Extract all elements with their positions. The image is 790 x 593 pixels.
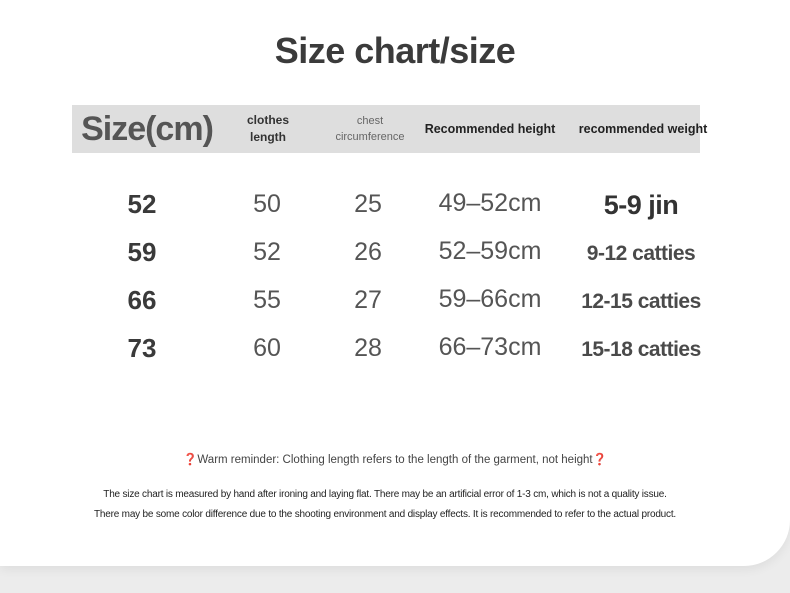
- row-1-length: 50: [253, 189, 281, 218]
- header-size: Size(cm): [81, 109, 213, 148]
- header-clothes-length: [222, 105, 314, 153]
- row-4-size: 73: [127, 332, 157, 363]
- row-3-weight: 12-15 catties: [581, 290, 701, 313]
- header-clothes-length-line1: clothes: [246, 113, 289, 127]
- row-2-weight: 9-12 catties: [586, 242, 696, 265]
- header-chest-line2: circumference: [335, 131, 405, 143]
- row-2-size: 59: [127, 236, 157, 267]
- row-1-chest: 25: [354, 189, 382, 218]
- row-3-height: 59–66cm: [438, 284, 542, 313]
- row-1-height: 49–52cm: [438, 188, 542, 217]
- page-title: Size chart/size: [274, 30, 516, 71]
- header-chest-line1: chest: [356, 115, 384, 127]
- row-3-chest: 27: [354, 285, 382, 314]
- header-recommended-height: Recommended height: [424, 122, 556, 136]
- measurement-note: The size chart is measured by hand after ironing and laying flat. There may be an artificial error of 1-3 cm, which is not a quality issue.: [103, 489, 667, 500]
- header-clothes-length-line2: length: [249, 130, 286, 144]
- row-4-weight: 15-18 catties: [581, 338, 701, 361]
- row-2-chest: 26: [354, 237, 382, 266]
- row-3-size: 66: [127, 284, 157, 315]
- row-3-length: 55: [253, 285, 281, 314]
- row-2-height: 52–59cm: [438, 236, 542, 265]
- color-note: There may be some color difference due to the shooting environment and display effects. It is recommended to refer to the actual product.: [93, 509, 676, 520]
- row-2-length: 52: [253, 237, 281, 266]
- row-4-length: 60: [253, 333, 281, 362]
- header-recommended-weight: recommended weight: [578, 122, 708, 136]
- row-4-height: 66–73cm: [438, 332, 542, 361]
- header-chest-circumference: [322, 105, 418, 153]
- row-4-chest: 28: [354, 333, 382, 362]
- row-1-size: 52: [127, 188, 157, 219]
- warm-reminder: ❓Warm reminder: Clothing length refers to the length of the garment, not height❓: [183, 454, 607, 466]
- row-1-weight: 5-9 jin: [603, 189, 679, 220]
